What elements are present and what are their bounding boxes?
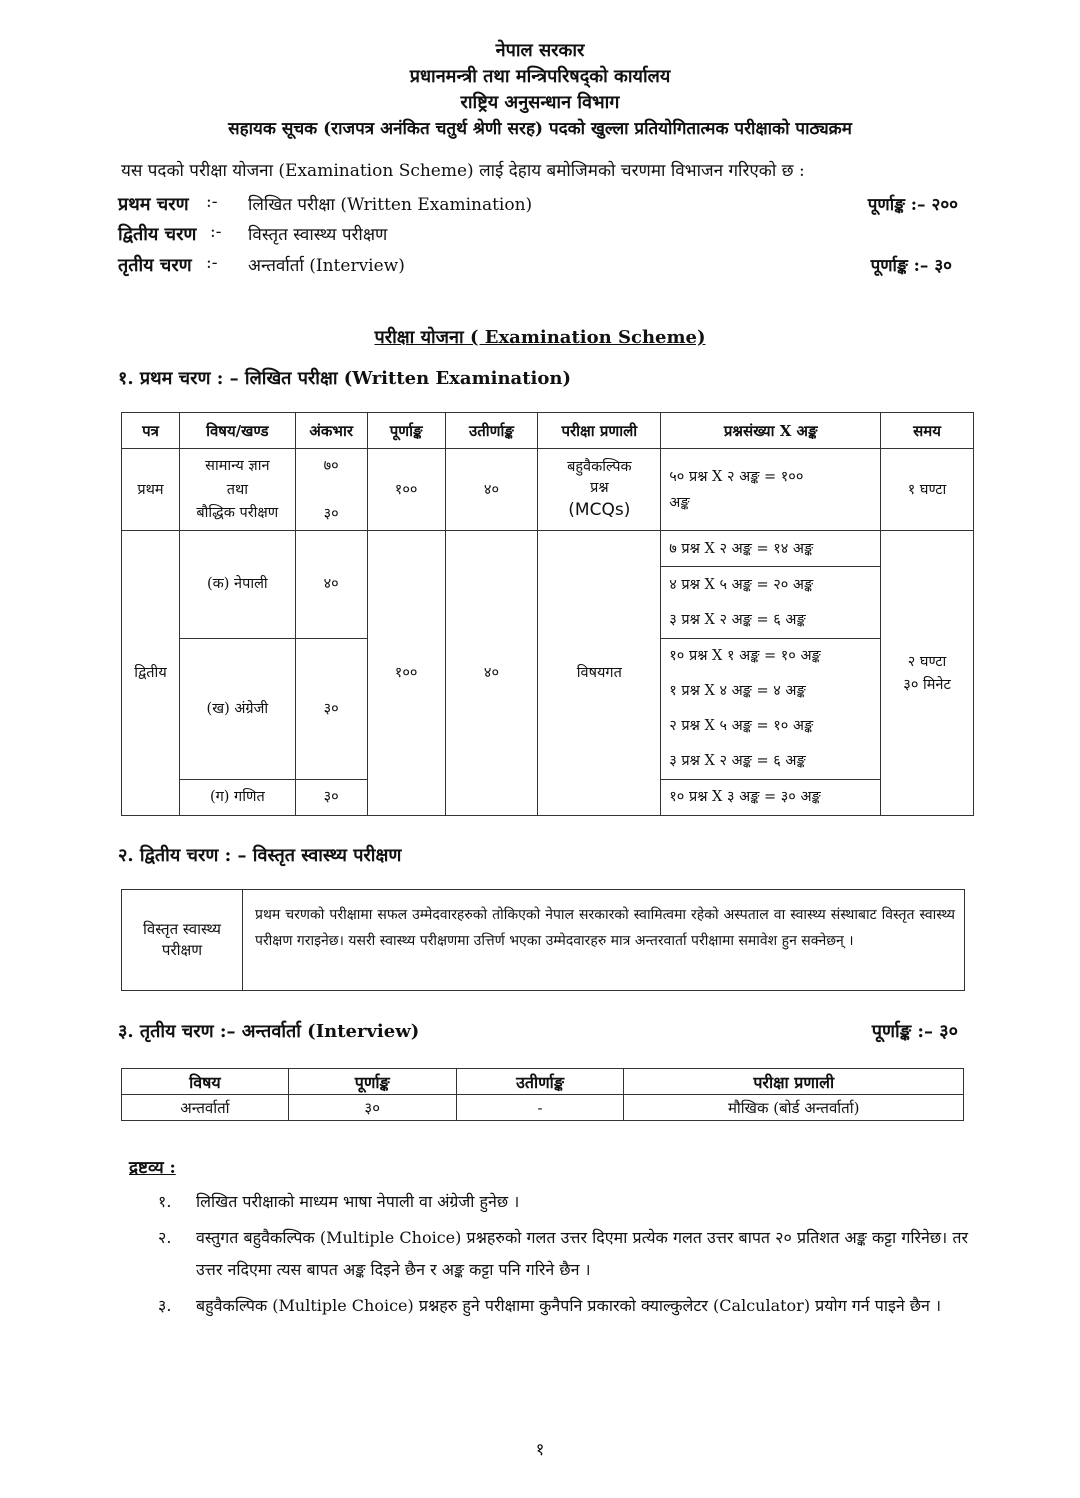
question-cell [661,449,881,531]
subject-cell: (क) नेपाली [179,531,295,638]
section2-title: २. द्वितीय चरण : – विस्तृत स्वास्थ्य परीक्षण [118,845,402,866]
stage-desc: अन्तर्वार्ता (Interview) [248,256,405,276]
table-cell: मौखिक (बोर्ड अन्तर्वार्ता) [624,1095,964,1121]
intro-text: यस पदको परीक्षा योजना (Examination Scheme) लाई देहाय बमोजिमको चरणमा विभाजन गरिएको छ : [121,161,805,181]
col-header: समय [881,413,974,449]
subject-cell: (ग) गणित [179,779,295,815]
question-line: २ प्रश्न X ५ अङ्क = १० अङ्क [661,709,881,744]
time-line: ३० मिनेट [903,676,951,693]
header-department: राष्ट्रिय अनुसन्धान विभाग [460,92,620,113]
note-number: ३. [158,1296,172,1315]
col-header: पूर्णाङ्क [367,413,445,449]
header-government: नेपाल सरकार [495,40,585,61]
table-cell: ३० [288,1095,456,1121]
col-header: पूर्णाङ्क [288,1069,456,1095]
question-line: ७ प्रश्न X २ अङ्क = १४ अङ्क [661,531,881,567]
subject-cell: (ख) अंग्रेजी [179,638,295,779]
written-exam-table [121,412,974,816]
stage-desc: विस्तृत स्वास्थ्य परीक्षण [248,225,388,245]
col-header: अंकभार [295,413,367,449]
table-cell: - [456,1095,624,1121]
subject-line: बौद्धिक परीक्षण [196,504,279,521]
pass-marks: ४० [445,531,538,816]
time-cell: १ घण्टा [881,449,974,531]
stage-marks: पूर्णाङ्क :– २०० [867,195,958,215]
full-marks: १०० [367,449,445,531]
time-line: २ घण्टा [907,653,947,670]
stage-desc: लिखित परीक्षा (Written Examination) [248,195,533,215]
note-text: वस्तुगत बहुवैकल्पिक (Multiple Choice) प्रश्नहरुको गलत उत्तर दिएमा प्रत्येक गलत उत्तर बापत २० प्रतिशत अङ्क कट्टा गरिनेछ। तर उत्तर नदिएमा त्यस बापत अङ्क दिइने छैन र अङ्क कट्टा पनि गरिने छैन । [196,1228,968,1279]
notes-list [158,1186,968,1326]
stage-sep: :- [206,192,218,212]
question-line: १ प्रश्न X ४ अङ्क = ४ अङ्क [661,674,881,709]
stage-marks: पूर्णाङ्क :– ३० [870,256,952,276]
weight-value: ७० [323,457,339,474]
notes-title: द्रष्टव्य : [129,1158,176,1178]
question-line: ३ प्रश्न X २ अङ्क = ६ अङ्क [661,602,881,638]
section1-title: १. प्रथम चरण : – लिखित परीक्षा (Written Examination) [118,368,571,389]
method-line: (MCQs) [568,500,631,521]
page-number: १ [535,1440,545,1460]
health-text: प्रथम चरणको परीक्षामा सफल उम्मेदवारहरुको तोकिएको नेपाल सरकारको स्वामित्वमा रहेको अस्पताल वा स्वास्थ्य संस्थाबाट विस्तृत स्वास्थ्य परीक्षण गराइनेछ। यसरी स्वास्थ्य परीक्षणमा उत्तिर्ण भएका उम्मेदवारहरु मात्र अन्तरवार्ता परीक्षामा समावेश हुन सक्नेछन् । [255,907,955,949]
scheme-title: परीक्षा योजना ( Examination Scheme) [374,327,706,348]
weight-cell: ३० [295,779,367,815]
note-number: १. [158,1192,172,1211]
paper-name: प्रथम [122,449,180,531]
stage-row-1 [118,192,958,222]
table-cell: अन्तर्वार्ता [122,1095,289,1121]
section3-title: ३. तृतीय चरण :– अन्तर्वार्ता (Interview) [118,1021,420,1042]
interview-table [121,1068,964,1121]
subject-line: सामान्य ज्ञान [205,458,270,475]
table-header-row [122,413,974,449]
method-line: प्रश्न [590,480,609,497]
section3-marks: पूर्णाङ्क :– ३० [871,1021,958,1042]
list-item [158,1222,968,1286]
header-office: प्रधानमन्त्री तथा मन्त्रिपरिषद्को कार्यालय [409,66,671,87]
weight-cell [295,449,367,531]
col-header: प्रश्नसंख्या X अङ्क [661,413,881,449]
health-label-line: परीक्षण [161,941,203,959]
table-row [122,1095,964,1121]
subject-cell [179,449,295,531]
stage-label: प्रथम चरण [118,194,189,215]
col-header: उतीर्णाङ्क [445,413,538,449]
col-header: परीक्षा प्रणाली [538,413,661,449]
health-label-line: विस्तृत स्वास्थ्य [142,920,221,938]
question-line: अङ्क [669,494,690,511]
stage-row-2 [118,222,958,252]
col-header: परीक्षा प्रणाली [624,1069,964,1095]
list-item [158,1290,968,1322]
pass-marks: ४० [445,449,538,531]
weight-value: ३० [323,505,339,522]
question-line: १० प्रश्न X १ अङ्क = १० अङ्क [661,638,881,674]
question-line: ४ प्रश्न X ५ अङ्क = २० अङ्क [661,567,881,603]
method-cell [538,449,661,531]
question-line: १० प्रश्न X ३ अङ्क = ३० अङ्क [661,779,881,815]
note-text: लिखित परीक्षाको माध्यम भाषा नेपाली वा अंग्रेजी हुनेछ । [196,1192,520,1211]
header-syllabus-title: सहायक सूचक (राजपत्र अनंकित चतुर्थ श्रेणी सरह) पदको खुल्ला प्रतियोगितात्मक परीक्षाको पाठ्यक्रम [228,119,852,139]
note-text: बहुवैकल्पिक (Multiple Choice) प्रश्नहरु हुने परीक्षामा कुनैपनि प्रकारको क्याल्कुलेटर (Calculator) प्रयोग गर्न पाइने छैन । [196,1296,942,1315]
health-exam-box [121,889,965,991]
stage-label: द्वितीय चरण [118,224,197,245]
note-number: २. [158,1228,172,1247]
table-row [122,531,974,567]
stage-row-3 [118,253,958,283]
method-cell: विषयगत [538,531,661,816]
col-header: उतीर्णाङ्क [456,1069,624,1095]
weight-cell: ४० [295,531,367,638]
method-line: बहुवैकल्पिक [567,458,632,475]
subject-line: तथा [226,481,248,498]
col-header: विषय/खण्ड [179,413,295,449]
full-marks: १०० [367,531,445,816]
health-label [122,890,243,990]
question-line: ५० प्रश्न X २ अङ्क = १०० [669,468,804,485]
weight-cell: ३० [295,638,367,779]
stage-label: तृतीय चरण [118,255,192,276]
table-header-row [122,1069,964,1095]
stage-sep: :- [210,222,222,242]
col-header: पत्र [122,413,180,449]
question-line: ३ प्रश्न X २ अङ्क = ६ अङ्क [661,744,881,780]
list-item [158,1186,968,1218]
stage-sep: :- [206,253,218,273]
col-header: विषय [122,1069,289,1095]
table-row [122,449,974,531]
paper-name: द्वितीय [122,531,180,816]
time-cell [881,531,974,816]
